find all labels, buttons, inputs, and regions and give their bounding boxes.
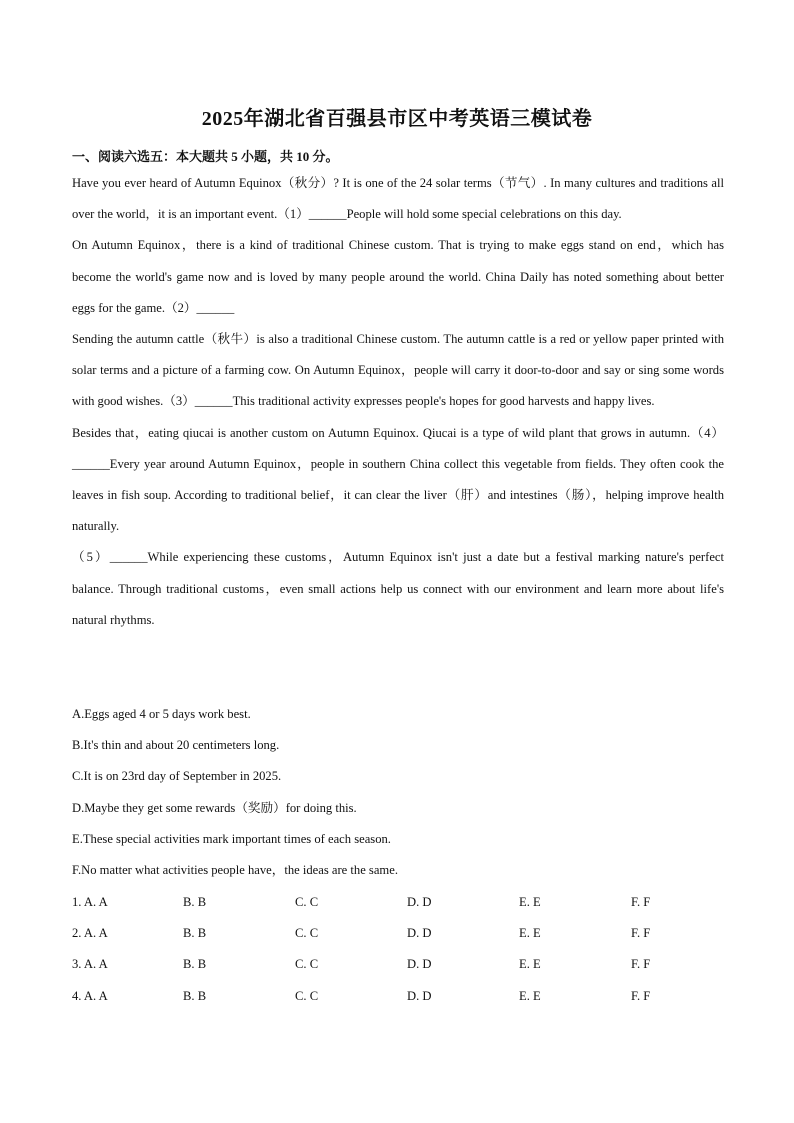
question-row-4 [72, 981, 724, 1012]
reading-passage [72, 168, 724, 636]
choice-d[interactable]: D. D [407, 926, 432, 941]
passage-paragraph: Sending the autumn cattle（秋牛）is also a traditional Chinese custom. The autumn cattle is a red or yellow paper printed with solar terms and a picture of a farming cow. On Autumn Equinox，people will carry it door-to-door and say or sing some words with good wishes.（3）______This traditional activity expresses people's hopes for good harvests and happy lives. [72, 332, 724, 409]
choice-b[interactable]: B. B [183, 926, 207, 941]
choice-f[interactable]: F. F [631, 895, 651, 909]
choice-f[interactable]: F. F [631, 988, 651, 1003]
question-row-3 [72, 949, 724, 980]
passage-paragraph: （5）______While experiencing these customs，Autumn Equinox isn't just a date but a festival marking nature's perfect balance. Through traditional customs，even small actions help us connect with our environment and learn more about life's natural rhythms. [72, 550, 724, 627]
choice-d[interactable]: D. D [407, 895, 432, 909]
option-a: A.Eggs aged 4 or 5 days work best. [72, 707, 251, 721]
choice-e[interactable]: E. E [519, 988, 541, 1003]
page-title: 2025年湖北省百强县市区中考英语三模试卷 [201, 108, 593, 130]
choice-a[interactable]: 4. A. A [72, 988, 108, 1003]
choice-f[interactable]: F. F [631, 926, 651, 941]
answer-choices [72, 887, 724, 1012]
choice-d[interactable]: D. D [407, 957, 432, 972]
choice-a[interactable]: 2. A. A [72, 926, 108, 941]
choice-d[interactable]: D. D [407, 988, 432, 1003]
option-b: B.It's thin and about 20 centimeters long. [72, 738, 280, 753]
choice-b[interactable]: B. B [183, 895, 207, 909]
question-row-1 [72, 887, 724, 918]
option-d: D.Maybe they get some rewards（奖励）for doing this. [72, 800, 357, 815]
choice-e[interactable]: E. E [519, 957, 541, 972]
section-heading: 一、阅读六选五：本大题共 5 小题，共 10 分。 [72, 149, 339, 164]
choice-a[interactable]: 1. A. A [72, 895, 108, 909]
choice-e[interactable]: E. E [519, 895, 541, 909]
choice-f[interactable]: F. F [631, 957, 651, 972]
choice-c[interactable]: C. C [295, 926, 319, 941]
choice-b[interactable]: B. B [183, 957, 207, 972]
choice-c[interactable]: C. C [295, 988, 319, 1003]
option-e: E.These special activities mark important times of each season. [72, 831, 391, 846]
choice-a[interactable]: 3. A. A [72, 957, 108, 972]
passage-paragraph: Have you ever heard of Autumn Equinox（秋分）? It is one of the 24 solar terms（节气）. In many cultures and traditions all over the world，it is an important event.（1）______People will hold some special celebrations on this day. [72, 176, 724, 222]
choice-c[interactable]: C. C [295, 895, 319, 909]
passage-paragraph: Besides that，eating qiucai is another custom on Autumn Equinox. Qiucai is a type of wild plant that grows in autumn.（4）______Every year around Autumn Equinox，people in southern China collect this vegetable from fields. They often cook the leaves in fish soup. According to traditional belief，it can clear the liver（肝）and intestines（肠），helping improve health naturally. [72, 425, 724, 534]
option-f: F.No matter what activities people have，the ideas are the same. [72, 863, 398, 878]
choice-e[interactable]: E. E [519, 926, 541, 941]
passage-paragraph: On Autumn Equinox，there is a kind of traditional Chinese custom. That is trying to make eggs stand on end，which has become the world's game now and is loved by many people around the world. China Daily has noted something about better eggs for the game.（2）______ [72, 238, 724, 315]
choice-c[interactable]: C. C [295, 957, 319, 972]
choice-b[interactable]: B. B [183, 988, 207, 1003]
question-row-2 [72, 918, 724, 949]
option-list [72, 699, 724, 886]
option-c: C.It is on 23rd day of September in 2025. [72, 769, 282, 784]
